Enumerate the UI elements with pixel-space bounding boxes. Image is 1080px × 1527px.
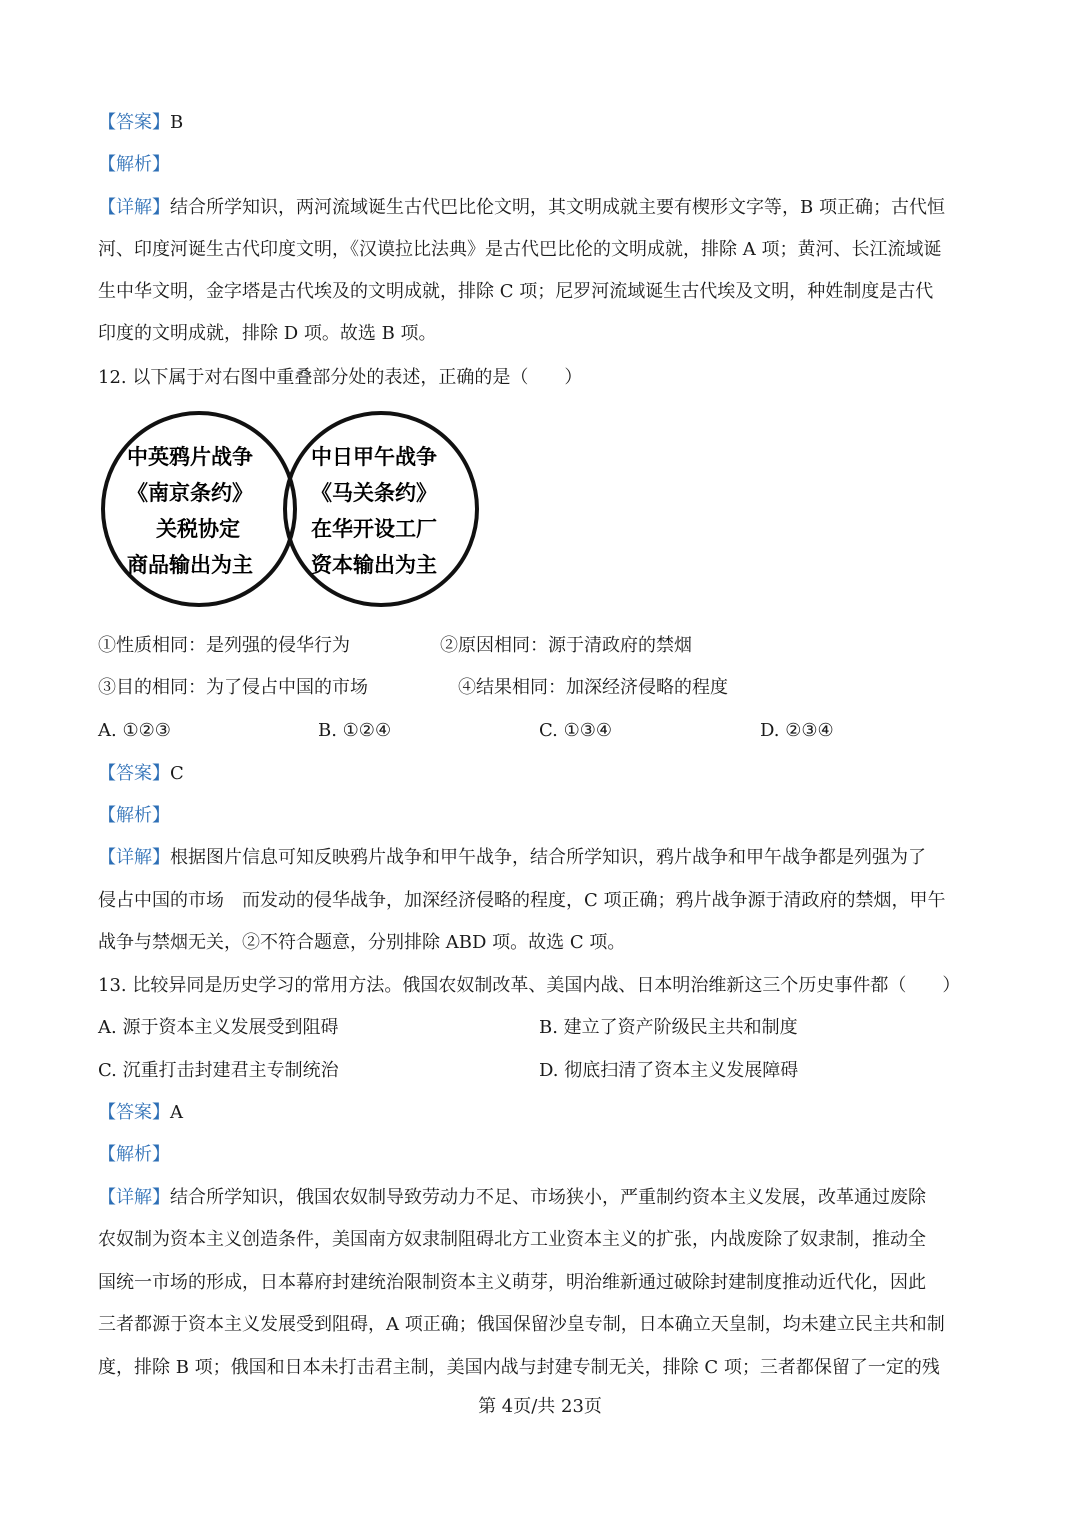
- venn-diagram: [98, 402, 482, 616]
- q13-option-a: A. 源于资本主义发展受到阻碍: [98, 1017, 339, 1038]
- q11-detail-line-2: 河、印度河诞生古代印度文明，《汉谟拉比法典》是古代巴比伦的文明成就，排除 A 项；黄河、长江流域诞: [98, 239, 942, 260]
- q12-option-d: D. ②③④: [760, 720, 834, 741]
- q12-option-b: B. ①②④: [318, 720, 392, 741]
- q12-statement-1: ①性质相同：是列强的侵华行为: [98, 635, 350, 656]
- q12-statement-4: ④结果相同：加深经济侵略的程度: [458, 677, 728, 698]
- venn-right-label: 《马关条约》: [311, 481, 437, 505]
- answer-tag: 【答案】: [98, 1102, 170, 1123]
- q11-answer: [98, 110, 183, 136]
- q13-option-c: C. 沉重打击封建君主专制统治: [98, 1060, 339, 1081]
- answer-tag: 【答案】: [98, 112, 170, 133]
- q11-detail-line-3: 生中华文明，金字塔是古代埃及的文明成就，排除 C 项；尼罗河流域诞生古代埃及文明，种姓制度是古代: [98, 281, 934, 302]
- page-footer: 第 4页/共 23页: [478, 1396, 602, 1417]
- venn-right-label: 在华开设工厂: [311, 517, 437, 541]
- venn-right-label: 中日甲午战争: [311, 445, 437, 469]
- q13-detail-line-1: [98, 1185, 982, 1211]
- q13-stem: 13. 比较异同是历史学习的常用方法。俄国农奴制改革、美国内战、日本明治维新这三个历史事件都（ ）: [98, 975, 961, 996]
- q12-detail-line-1: [98, 845, 982, 871]
- venn-left-label: 《南京条约》: [127, 481, 253, 505]
- venn-left-label: 商品输出为主: [127, 553, 253, 577]
- answer-value: B: [170, 112, 184, 133]
- q13-detail-line-4: 三者都源于资本主义发展受到阻碍，A 项正确；俄国保留沙皇专制，日本确立天皇制，均未建立民主共和制: [98, 1314, 945, 1335]
- detail-tag: 【详解】: [98, 1187, 170, 1208]
- q13-option-d: D. 彻底扫清了资本主义发展障碍: [539, 1060, 799, 1081]
- q13-answer: [98, 1100, 183, 1126]
- q13-analysis-tag: 【解析】: [98, 1144, 170, 1165]
- q12-option-c: C. ①③④: [539, 720, 612, 741]
- venn-left-label: 中英鸦片战争: [127, 445, 253, 469]
- detail-text: 结合所学知识，俄国农奴制导致劳动力不足、市场狭小，严重制约资本主义发展，改革通过废除: [170, 1187, 926, 1208]
- q13-option-b: B. 建立了资产阶级民主共和制度: [539, 1017, 798, 1038]
- q13-detail-line-5: 度，排除 B 项；俄国和日本未打击君主制，美国内战与封建专制无关，排除 C 项；三者都保留了一定的残: [98, 1357, 940, 1378]
- q12-analysis-tag: 【解析】: [98, 805, 170, 826]
- detail-tag: 【详解】: [98, 197, 170, 218]
- q12-detail-line-2: 侵占中国的市场 而发动的侵华战争，加深经济侵略的程度，C 项正确；鸦片战争源于清政府的禁烟，甲午: [98, 890, 946, 911]
- q11-analysis-tag: 【解析】: [98, 154, 170, 175]
- q12-statement-3: ③目的相同：为了侵占中国的市场: [98, 677, 368, 698]
- venn-left-label: 关税协定: [156, 517, 240, 541]
- q13-detail-line-2: 农奴制为资本主义创造条件，美国南方奴隶制阻碍北方工业资本主义的扩张，内战废除了奴隶制，推动全: [98, 1229, 926, 1250]
- venn-right-label: 资本输出为主: [311, 553, 437, 577]
- detail-text: 根据图片信息可知反映鸦片战争和甲午战争，结合所学知识，鸦片战争和甲午战争都是列强为了: [170, 847, 926, 868]
- answer-value: A: [170, 1102, 183, 1123]
- detail-tag: 【详解】: [98, 847, 170, 868]
- answer-value: C: [170, 763, 184, 784]
- q12-answer: [98, 761, 184, 787]
- q11-detail-line-1: [98, 195, 982, 221]
- detail-text: 结合所学知识，两河流域诞生古代巴比伦文明，其文明成就主要有楔形文字等，B 项正确；古代恒: [170, 197, 945, 218]
- q13-detail-line-3: 国统一市场的形成，日本幕府封建统治限制资本主义萌芽，明治维新通过破除封建制度推动近代化，因此: [98, 1272, 926, 1293]
- q12-option-a: A. ①②③: [98, 720, 171, 741]
- answer-tag: 【答案】: [98, 763, 170, 784]
- q12-statement-2: ②原因相同：源于清政府的禁烟: [440, 635, 692, 656]
- q12-stem: 12. 以下属于对右图中重叠部分处的表述，正确的是（ ）: [98, 367, 583, 388]
- q12-detail-line-3: 战争与禁烟无关，②不符合题意，分别排除 ABD 项。故选 C 项。: [98, 932, 626, 953]
- q11-detail-line-4: 印度的文明成就，排除 D 项。故选 B 项。: [98, 323, 437, 344]
